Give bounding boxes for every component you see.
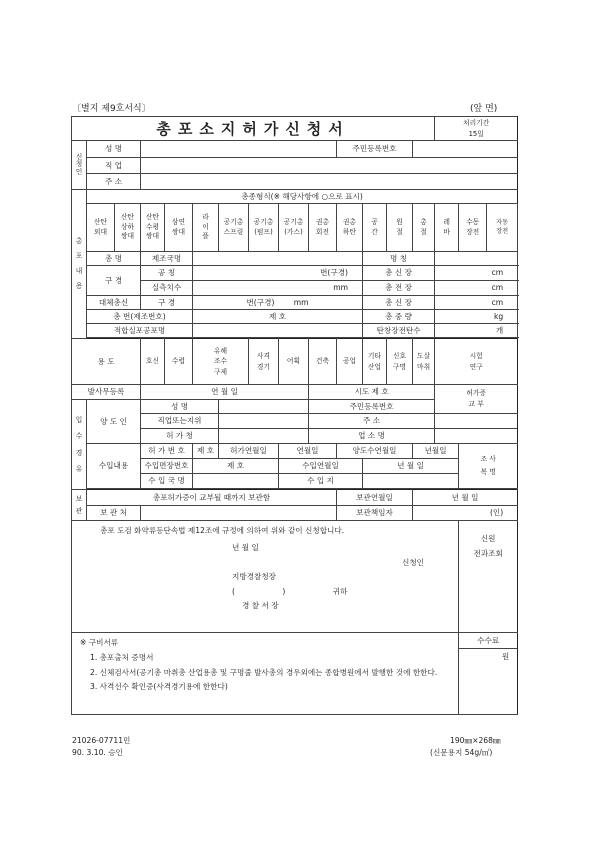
purpose-option[interactable]: 사격 경기: [249, 339, 279, 385]
country-field[interactable]: [193, 252, 363, 266]
import-country-label: 수 입 국 명: [141, 474, 193, 489]
storage-side-label: 보 관: [72, 490, 87, 521]
storage-date-label: 보관연월일: [337, 490, 413, 506]
gun-type-option[interactable]: 삼연 쌍대: [165, 204, 193, 252]
form-table: [71, 116, 518, 715]
permit-date-field[interactable]: 연월일: [279, 444, 337, 459]
fee-field[interactable]: 원: [501, 652, 510, 662]
permit-issue-label: 허가증: [466, 389, 487, 398]
purpose-option[interactable]: 공업: [337, 339, 363, 385]
statement-text: 총포 도검 화약류등단속법 제12조에 규정에 의하여 위와 같이 신청합니다.: [100, 526, 345, 535]
import-date-field[interactable]: 년 월 일: [363, 459, 459, 474]
storage-until-label: 총포허가증이 교부될 때까지 보관함: [87, 490, 337, 506]
permit-no-label: 허 가 번 호: [141, 444, 193, 459]
police-chief: 경 찰 서 장: [242, 601, 279, 611]
processing-period-label: 처리기간: [463, 119, 490, 128]
gauge-label: 공 칭: [141, 266, 193, 281]
applicant-job-label: 직 업: [87, 158, 141, 174]
documents-block: [72, 633, 459, 715]
country-label: 제조국명: [141, 252, 193, 266]
transferor-name-label: 성 명: [141, 400, 219, 414]
sub-barrel-label: 대체총신: [87, 296, 141, 310]
transfer-date-field[interactable]: 년월일: [413, 444, 459, 459]
total-length-label: 총 전 장: [363, 281, 435, 296]
weight-label: 총 중 량: [363, 310, 435, 324]
identity-check-label: 신원: [480, 534, 496, 543]
keeper-seal[interactable]: (인): [413, 506, 518, 521]
sub-bore-field[interactable]: 번(구경) mm: [193, 296, 363, 310]
form-title: 총포소지허가신청서: [72, 117, 435, 141]
gun-type-option[interactable]: 라 이 플: [193, 204, 219, 252]
keeper-label: 보관책임자: [337, 506, 413, 521]
sub-bore-label: 구 경: [141, 296, 193, 310]
purpose-option[interactable]: 어획: [279, 339, 309, 385]
transferor-name-field[interactable]: [219, 400, 309, 414]
purpose-option[interactable]: 건축: [309, 339, 337, 385]
gun-type-option[interactable]: 공기총 (가스): [279, 204, 309, 252]
purpose-label: 용 도: [72, 339, 141, 385]
sub-barrel-length-field[interactable]: cm: [435, 296, 518, 310]
approval-date: 90. 3.10. 승인: [72, 748, 123, 757]
magazine-field[interactable]: 개: [435, 324, 518, 338]
permit-office-label: 허 가 청: [141, 429, 219, 444]
paper-type: (신문용지 54g/㎡): [430, 748, 493, 757]
purpose-option[interactable]: 시험 연구: [435, 339, 518, 385]
purpose-option[interactable]: 도살 마취: [413, 339, 435, 385]
applicant-rrn-field[interactable]: [413, 141, 518, 158]
barrel-length-field[interactable]: cm: [435, 266, 518, 281]
business-name-label: 업 소 명: [309, 429, 435, 444]
gun-type-option[interactable]: 수동 장전: [459, 204, 487, 252]
statement-applicant[interactable]: 신청인: [402, 557, 425, 567]
document-3: 3. 사격선수 확인증(사격경기용에 한한다): [90, 682, 228, 692]
gun-type-option[interactable]: 총 절: [413, 204, 435, 252]
sub-barrel-length-label: 총 신 장: [363, 296, 435, 310]
statement-date[interactable]: 년 월 일: [232, 543, 259, 553]
paper-size: 190㎜×268㎜: [450, 736, 501, 745]
applicant-name-label: 성 명: [87, 141, 141, 158]
import-license-field[interactable]: 제 호: [193, 459, 279, 474]
transferor-label: 양 도 인: [87, 400, 141, 444]
import-license-label: 수입면장번호: [141, 459, 193, 474]
transferor-rrn-label: 주민등록번호: [309, 400, 435, 414]
document-2: 2. 신체검사서(공기총 마취총 산업용총 및 구명줄 발사총의 경우외에는 종합병원에서 발행한 것에 한한다.: [90, 667, 438, 677]
statement-block: [72, 521, 459, 633]
purpose-option[interactable]: 기타 산업: [363, 339, 387, 385]
storage-date-field[interactable]: 년 월 일: [413, 490, 518, 506]
gun-type-option[interactable]: 공 간: [363, 204, 387, 252]
storage-place-field[interactable]: [141, 506, 337, 521]
import-date-label: 수입연월일: [279, 459, 363, 474]
transferor-job-label: 직업또는지위: [141, 414, 219, 429]
gun-type-title: 총종형식(※ 해당사항에 ○으로 표시): [87, 190, 518, 204]
form-code: 21026-07711민: [72, 736, 131, 745]
document-1: 1. 총포출처 증명서: [90, 652, 154, 662]
gun-type-option[interactable]: 레 바: [435, 204, 459, 252]
applicant-side-label: 신 청 인: [72, 141, 87, 190]
transferor-address-label: 주 소: [309, 414, 435, 429]
purpose-option[interactable]: 유해 조수 구제: [193, 339, 249, 385]
storage-place-label: 보 관 처: [87, 506, 141, 521]
permit-office-field[interactable]: [219, 429, 309, 444]
permit-issue-label-2: 교 부: [468, 400, 484, 408]
discharge-label: 발사무등록: [72, 385, 141, 400]
import-label: 수입내용: [87, 444, 141, 489]
gun-type-option[interactable]: 산탄 외대: [87, 204, 115, 252]
approval-field[interactable]: [193, 324, 363, 338]
transfer-side-label: 입 수 경 유: [72, 400, 87, 490]
addressee-line[interactable]: ( ) 귀하: [232, 586, 348, 596]
gun-name-label: 총 명: [87, 252, 141, 266]
processing-period-value: 15일: [468, 129, 484, 138]
transfer-date-label: 양도수연월일: [337, 444, 413, 459]
applicant-job-field[interactable]: [141, 158, 518, 174]
gun-title-field[interactable]: [435, 252, 518, 266]
approval-label: 적합실포공포명: [87, 324, 193, 338]
review-label: 조 사: [480, 455, 496, 464]
applicant-rrn-label: 주민등록번호: [337, 141, 413, 158]
purpose-row: [72, 339, 518, 385]
magazine-label: 탄창장전탄수: [363, 324, 435, 338]
total-length-field[interactable]: cm: [435, 281, 518, 296]
page-side-label: (앞 면): [470, 104, 498, 114]
purpose-option[interactable]: 호신: [141, 339, 165, 385]
review-label-2: 복 명: [480, 468, 496, 476]
weight-field[interactable]: kg: [435, 310, 518, 324]
gun-type-option[interactable]: 원 절: [387, 204, 413, 252]
serial-label: 총 번(제조번호): [87, 310, 193, 324]
application-form: [71, 116, 517, 715]
applicant-name-field[interactable]: [141, 141, 337, 158]
applicant-address-field[interactable]: [141, 174, 518, 190]
gun-title-label: 명 칭: [363, 252, 435, 266]
gun-type-option[interactable]: 산탄 수평 쌍대: [141, 204, 165, 252]
gun-type-option[interactable]: 공기총 스프링: [219, 204, 249, 252]
discharge-date[interactable]: 연 월 일: [141, 385, 309, 400]
import-origin-field[interactable]: [363, 474, 459, 489]
documents-title: ※ 구비서류: [80, 638, 119, 647]
gun-type-option[interactable]: 산탄 상하 쌍대: [115, 204, 141, 252]
gun-type-option[interactable]: 자동 장전: [487, 204, 518, 252]
business-name-field[interactable]: [435, 429, 518, 444]
bore-label: 구 경: [87, 266, 141, 296]
gauge-field[interactable]: 번(구경): [193, 266, 363, 281]
actual-size-field[interactable]: mm: [193, 281, 363, 296]
gun-type-row: [72, 204, 518, 252]
gun-type-option[interactable]: 권총 하탄: [337, 204, 363, 252]
gun-type-option[interactable]: 권총 회전: [309, 204, 337, 252]
gun-side-label: 총 포 내 용: [72, 190, 87, 339]
actual-size-label: 실측치수: [141, 281, 193, 296]
police-agency: 지방경찰청장: [232, 572, 277, 582]
discharge-office[interactable]: 시도 제 호: [309, 385, 435, 400]
gun-type-option[interactable]: 공기총 (펌프): [249, 204, 279, 252]
import-origin-label: 수 입 지: [279, 474, 363, 489]
serial-field[interactable]: 제 호: [193, 310, 363, 324]
purpose-option[interactable]: 신호 구명: [387, 339, 413, 385]
import-country-field[interactable]: [193, 474, 279, 489]
purpose-option[interactable]: 수렵: [165, 339, 193, 385]
transferor-job-field[interactable]: [219, 414, 309, 429]
applicant-address-label: 주 소: [87, 174, 141, 190]
fee-label: 수수료: [459, 633, 517, 649]
permit-date-label: 허가연월일: [219, 444, 279, 459]
barrel-length-label: 총 신 장: [363, 266, 435, 281]
criminal-record-label: 전과조회: [473, 549, 503, 559]
permit-no-field[interactable]: 제 호: [193, 444, 219, 459]
form-number: 〔별지 제9호서식〕: [72, 104, 151, 114]
